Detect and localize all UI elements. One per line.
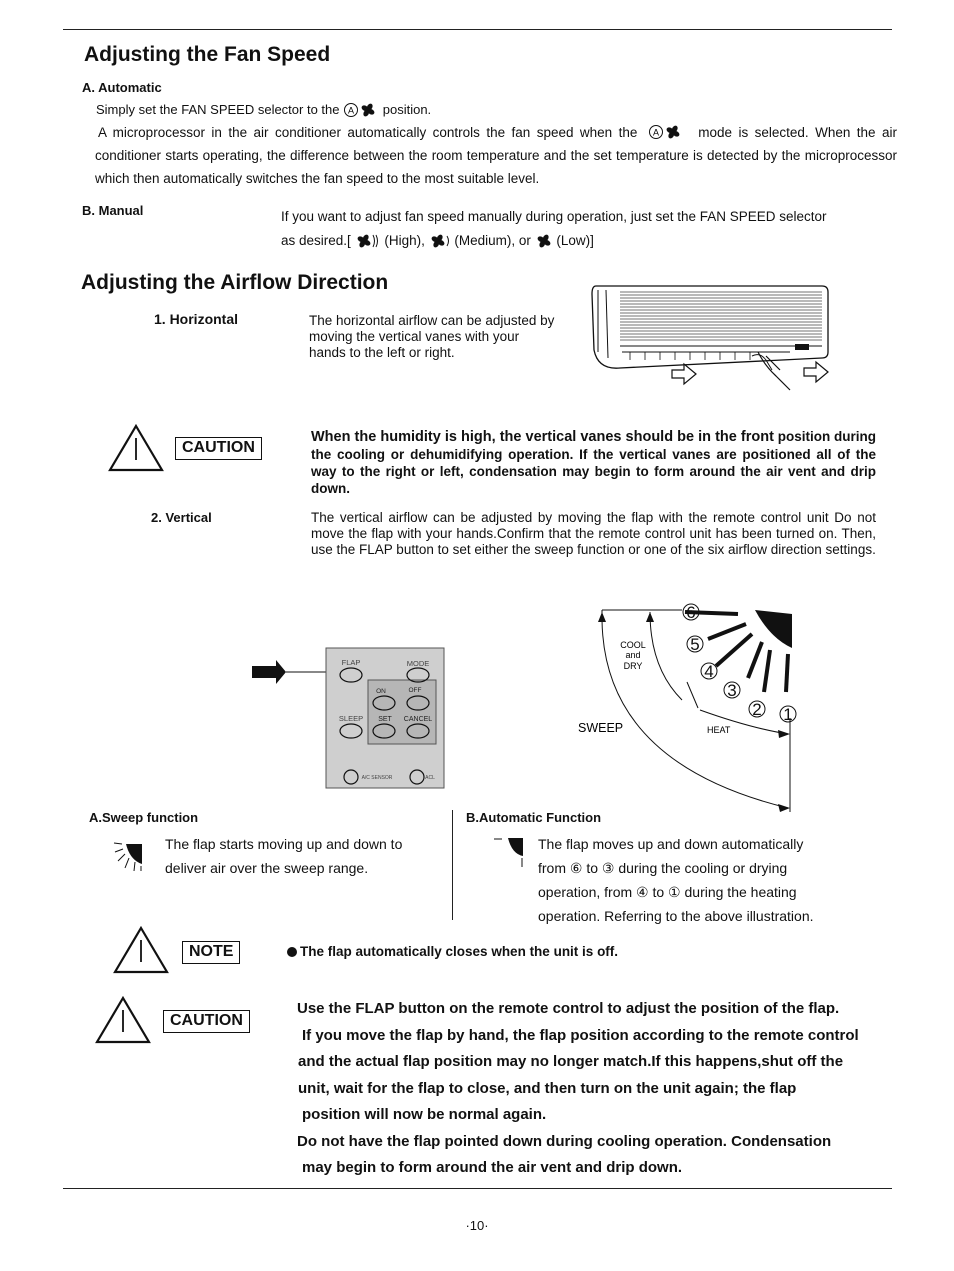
remote-mode-label: MODE <box>406 659 430 668</box>
remote-set-label: SET <box>378 716 392 723</box>
caution1-lead: When the humidity is high, the vertical vanes should be in the front <box>311 429 774 445</box>
remote-control-illustration <box>250 646 450 790</box>
sweep-function-label: A.Sweep function <box>89 810 199 825</box>
caution-badge-1: CAUTION <box>175 437 262 460</box>
automatic-para-pre: A microprocessor in the air conditioner automatically controls the fan speed when the <box>98 125 638 140</box>
caution2-line2: If you move the flap by hand, the flap position according to the remote control <box>302 1026 859 1044</box>
pos4-label: 4 <box>704 662 714 681</box>
remote-sensor-label: A/C SENSOR <box>361 775 393 781</box>
warning-triangle-icon-2 <box>95 996 151 1044</box>
auto-func-line2: from ⑥ to ③ during the cooling or drying <box>538 860 788 876</box>
column-divider <box>452 810 453 920</box>
caution1-text <box>311 428 876 497</box>
automatic-line1-pre: Simply set the FAN SPEED selector to the <box>96 102 340 117</box>
pos5-label: 5 <box>690 635 700 654</box>
note-text: The flap automatically closes when the unit is off. <box>300 944 619 959</box>
manual-line2 <box>281 229 594 252</box>
pos3-label: 3 <box>727 681 737 700</box>
manual-high: (High), <box>384 233 425 248</box>
diagram-sweep-label: SWEEP <box>578 721 624 735</box>
caution2-line6: Do not have the flap pointed down during cooling operation. Condensation <box>297 1132 832 1150</box>
automatic-para-post: mode is selected. When the air conditioner starts operating, the difference between the room temperature and the set temperature is detected by the microprocessor which then automatically switches the fan speed to the most suitable level. <box>95 125 897 186</box>
sweep-icon <box>112 840 144 872</box>
automatic-line1 <box>96 98 431 121</box>
svg-text:A: A <box>652 127 659 138</box>
diagram-cool-label: COOL <box>620 640 646 650</box>
note-triangle-icon <box>113 926 169 974</box>
caution2-line5: position will now be normal again. <box>302 1106 547 1123</box>
flap-direction-diagram <box>570 598 820 816</box>
pos6-label: 6 <box>686 603 696 622</box>
caution2-line1: Use the FLAP button on the remote control to adjust the position of the flap. <box>297 1000 840 1017</box>
manual-line1: If you want to adjust fan speed manually during operation, just set the FAN SPEED selector <box>281 209 827 224</box>
auto-flap-icon <box>492 836 526 870</box>
horizontal-label: 1. Horizontal <box>154 311 239 327</box>
sweep-line2: deliver air over the sweep range. <box>165 860 369 876</box>
bullet-icon <box>287 947 297 957</box>
fan-speed-title: Adjusting the Fan Speed <box>84 43 331 66</box>
sweep-line1: The flap starts moving up and down to <box>165 836 403 852</box>
automatic-label: A. Automatic <box>82 80 162 95</box>
caution2-line7: may begin to form around the air vent and drip down. <box>302 1159 683 1176</box>
automatic-function-text <box>538 832 814 928</box>
horizontal-text: The horizontal airflow can be adjusted by moving the vertical vanes with your hands to the left or right. <box>309 313 555 360</box>
remote-off-label: OFF <box>408 687 422 694</box>
auto-func-line4: operation. Referring to the above illustration. <box>538 908 814 924</box>
indoor-unit-illustration <box>590 280 835 398</box>
auto-fan-icon-2 <box>648 124 688 142</box>
airflow-title: Adjusting the Airflow Direction <box>81 271 389 294</box>
automatic-line1-post: position. <box>382 102 432 117</box>
manual-line2-pre: as desired.[ <box>281 233 351 248</box>
diagram-dry-label: DRY <box>623 661 643 671</box>
remote-acl-label: ACL <box>425 775 435 781</box>
sweep-function-text <box>165 832 402 880</box>
fan-low-icon <box>535 232 553 250</box>
remote-sleep-label: SLEEP <box>338 714 364 723</box>
caution2-line3: and the actual flap position may no longer match.If this happens,shut off the <box>298 1053 844 1070</box>
diagram-and-label: and <box>625 650 641 660</box>
pos1-label: 1 <box>783 705 793 724</box>
remote-cancel-label: CANCEL <box>403 716 433 723</box>
top-rule <box>63 29 892 30</box>
auto-func-line1: The flap moves up and down automatically <box>538 836 804 852</box>
note-text-row <box>287 944 618 959</box>
caution-badge-2: CAUTION <box>163 1010 250 1033</box>
manual-label: B. Manual <box>82 203 144 218</box>
manual-medium: (Medium), or <box>454 233 531 248</box>
bottom-rule <box>63 1188 892 1189</box>
diagram-heat-label: HEAT <box>707 725 731 735</box>
svg-text:A: A <box>348 105 355 116</box>
fan-high-icon <box>355 232 381 250</box>
caution1-rest: position during the cooling or dehumidifying operation. If the vertical vanes are positioned all of the way to the right or left, condensation may begin to form around the air vent and drip down. <box>311 429 876 496</box>
automatic-paragraph <box>95 121 897 190</box>
caution2-text <box>297 996 859 1182</box>
remote-flap-label: FLAP <box>341 658 361 667</box>
page-number: ·10· <box>465 1218 489 1233</box>
caution2-line4: unit, wait for the flap to close, and then turn on the unit again; the flap <box>298 1079 797 1097</box>
note-badge: NOTE <box>182 941 240 964</box>
warning-triangle-icon <box>108 424 164 472</box>
pos2-label: 2 <box>752 700 762 719</box>
auto-fan-icon <box>343 102 379 120</box>
remote-on-label: ON <box>376 688 386 695</box>
vertical-label: 2. Vertical <box>151 510 212 525</box>
fan-medium-icon <box>429 232 451 250</box>
auto-func-line3: operation, from ④ to ① during the heating <box>538 884 797 900</box>
automatic-function-label: B.Automatic Function <box>466 810 602 825</box>
manual-low: (Low)] <box>556 233 594 248</box>
vertical-text: The vertical airflow can be adjusted by moving the flap with the remote control unit Do not move the flap with your hands.Confirm that the remote control unit has been turned on. Then, use the FLAP button to set either the sweep function or one of the six airflow direction settings. <box>311 510 876 557</box>
